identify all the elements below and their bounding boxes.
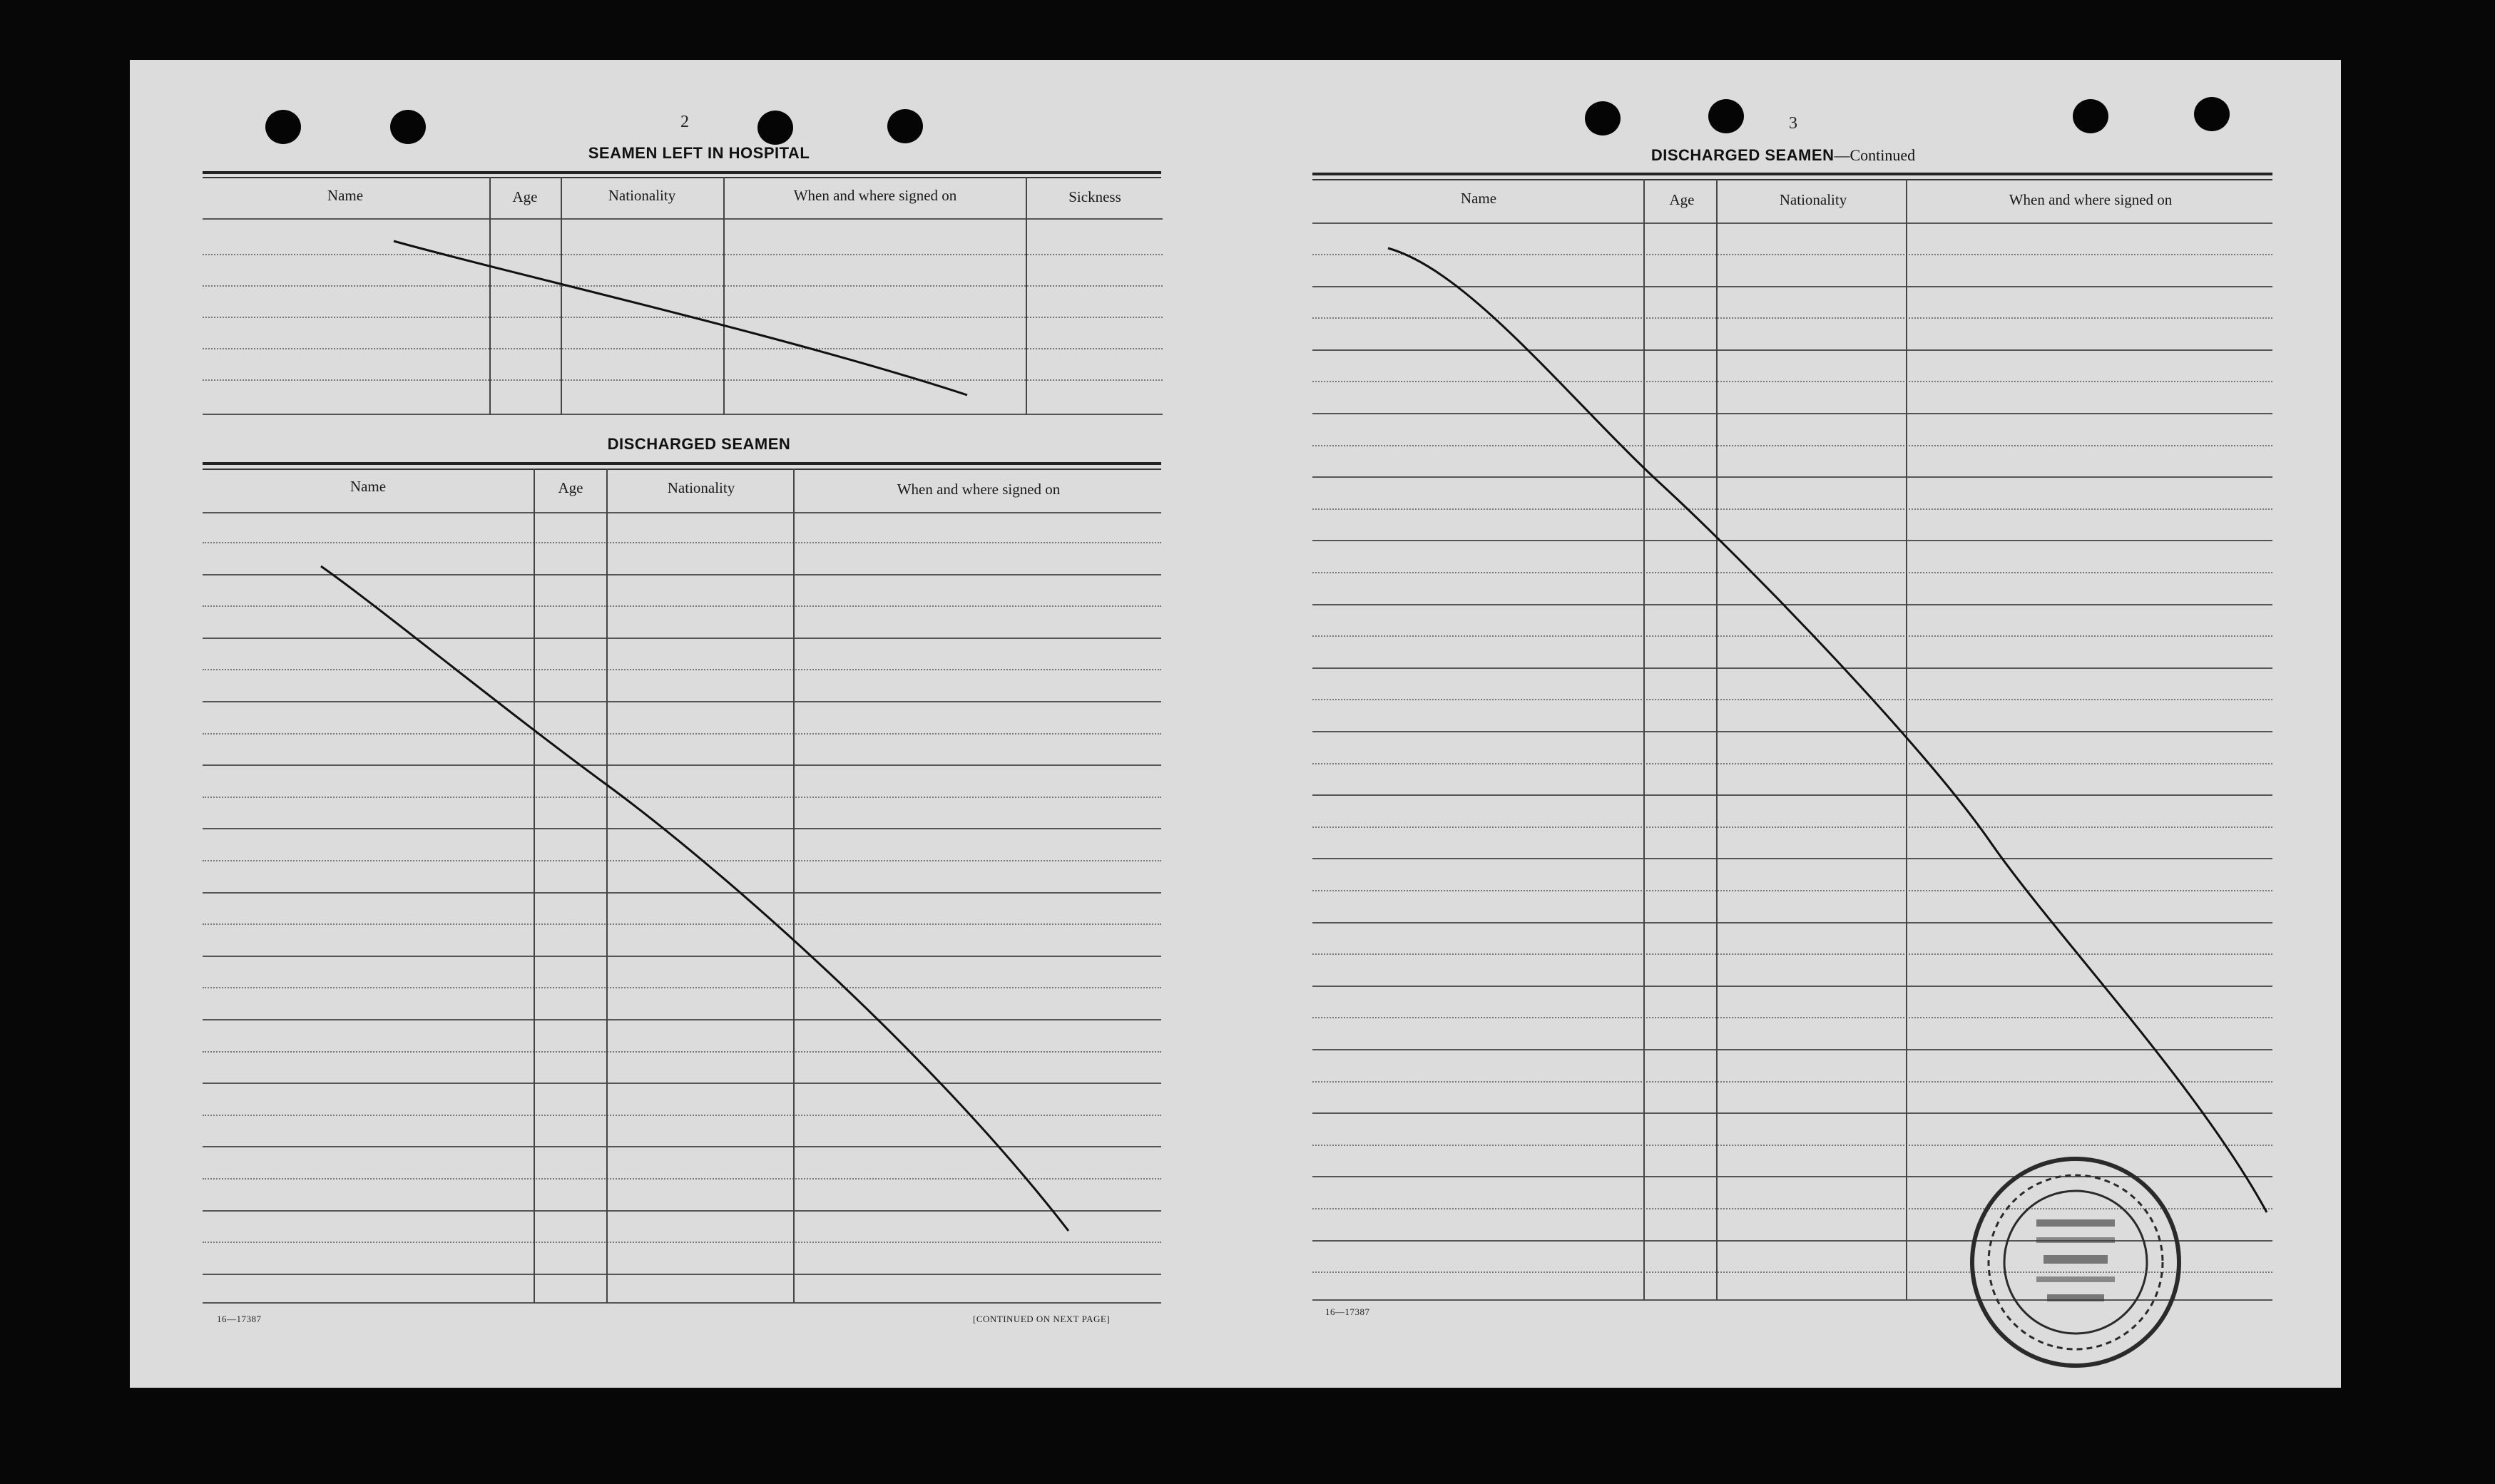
form-number-left: 16—17387 <box>217 1314 262 1324</box>
cancel-stroke-discharged-right <box>1388 248 2267 1212</box>
hospital-col-age: Age <box>512 188 538 205</box>
discharged-right-col-signed-on: When and where signed on <box>2009 191 2173 208</box>
hospital-col-sickness: Sickness <box>1068 188 1121 205</box>
discharged-title-suffix: —Continued <box>1834 146 1916 164</box>
hospital-section-title: SEAMEN LEFT IN HOSPITAL <box>588 144 810 162</box>
hospital-col-name: Name <box>327 187 364 204</box>
discharged-left-col-age: Age <box>558 479 583 496</box>
discharged-left-col-signed-on: When and where signed on <box>897 481 1061 498</box>
discharged-left-col-nationality: Nationality <box>667 479 735 496</box>
discharged-title-main: DISCHARGED SEAMEN <box>1650 146 1835 164</box>
hospital-col-signed-on: When and where signed on <box>793 187 957 204</box>
hospital-col-nationality: Nationality <box>608 187 676 204</box>
cancel-stroke-discharged-left <box>321 566 1068 1231</box>
receipt-stamp <box>1954 1141 2197 1383</box>
discharged-section-title-left: DISCHARGED SEAMEN <box>607 435 791 453</box>
page-number-right: 3 <box>1789 114 1797 133</box>
cancel-stroke-hospital <box>394 241 967 395</box>
page-number-left: 2 <box>680 113 689 131</box>
form-number-right: 16—17387 <box>1325 1306 1370 1317</box>
continued-note: [CONTINUED ON NEXT PAGE] <box>973 1314 1111 1324</box>
discharged-right-col-name: Name <box>1460 190 1497 207</box>
discharged-right-col-nationality: Nationality <box>1779 191 1847 208</box>
discharged-left-col-name: Name <box>349 478 387 495</box>
discharged-right-col-age: Age <box>1669 191 1695 208</box>
